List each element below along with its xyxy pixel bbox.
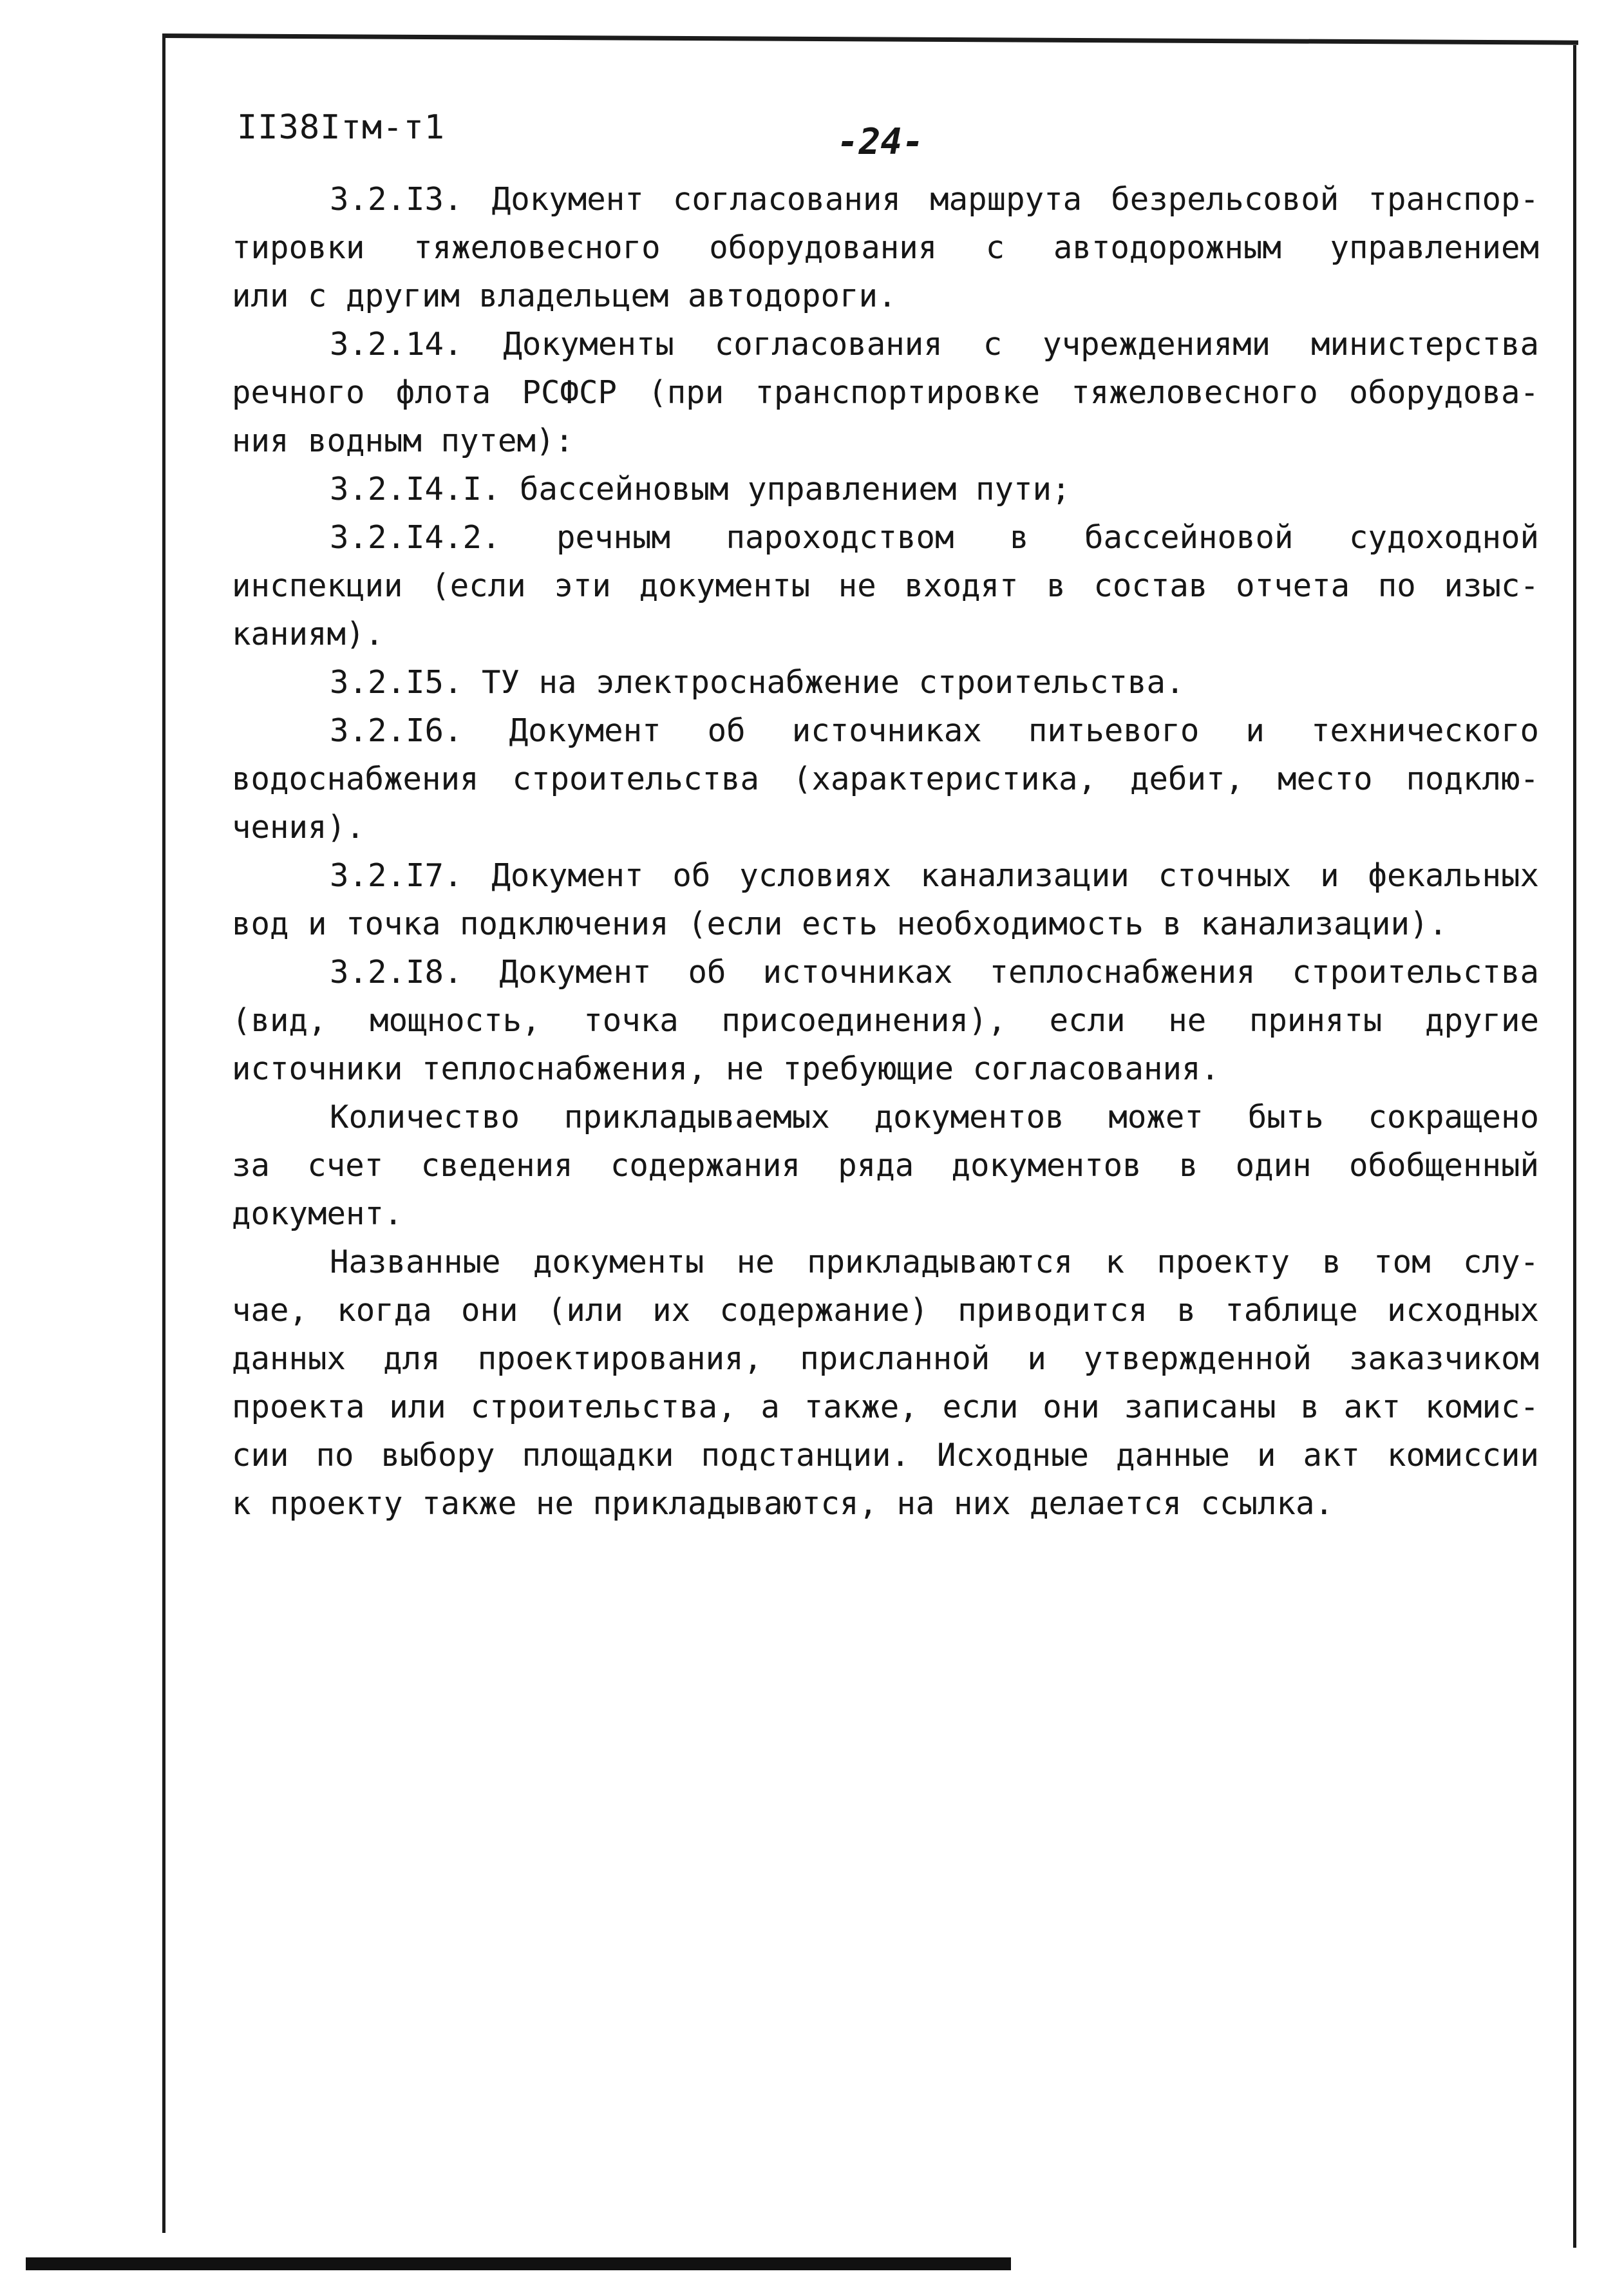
text-line-19: источники теплоснабжения, не требующие согласования. (232, 1050, 1220, 1087)
text-line-14: чения). (232, 809, 365, 846)
text-line-10: каниям). (232, 616, 384, 652)
text-line-12: 3.2.I6. Документ об источниках питьевого и технического (330, 712, 1539, 749)
text-line-22: документ. (232, 1195, 403, 1232)
page-number: -24- (837, 121, 924, 163)
text-line-28: к проекту также не прикладываются, на них делается ссылка. (232, 1485, 1334, 1522)
text-line-7: 3.2.I4.I. бассейновым управлением пути; (330, 471, 1071, 508)
text-line-1: 3.2.I3. Документ согласования маршрута безрельсовой транспор- (330, 181, 1539, 218)
text-line-6: ния водным путем): (232, 422, 574, 459)
text-line-25: данных для проектирования, присланной и утвержденной заказчиком (232, 1340, 1539, 1377)
body-text (232, 175, 1539, 1528)
document-code: II38Iтм-т1 (237, 108, 446, 147)
text-line-4: 3.2.14. Документы согласования с учреждениями министерства (330, 326, 1539, 363)
text-line-23: Названные документы не прикладываются к проекту в том слу- (330, 1244, 1539, 1280)
text-line-18: (вид, мощность, точка присоединения), если не приняты другие (232, 1002, 1539, 1039)
text-line-9: инспекции (если эти документы не входят в состав отчета по изыс- (232, 567, 1539, 604)
text-line-26: проекта или строительства, а также, если они записаны в акт комис- (232, 1389, 1539, 1425)
page-frame-left-line (162, 33, 165, 2233)
scan-bottom-bar (26, 2257, 1011, 2270)
text-line-24: чае, когда они (или их содержание) приводится в таблице исходных (232, 1292, 1539, 1329)
text-line-15: 3.2.I7. Документ об условиях канализации сточных и фекальных (330, 857, 1539, 894)
text-line-8: 3.2.I4.2. речным пароходством в бассейновой судоходной (330, 519, 1539, 556)
text-line-20: Количество прикладываемых документов может быть сокращено (330, 1099, 1539, 1135)
text-line-16: вод и точка подключения (если есть необходимость в канализации). (232, 906, 1448, 942)
text-line-11: 3.2.I5. ТУ на электроснабжение строительства. (330, 664, 1185, 701)
text-line-3: или с другим владельцем автодороги. (232, 278, 897, 314)
page-frame-top-line (164, 33, 1578, 45)
page-frame-right-line (1573, 45, 1576, 2248)
text-line-13: водоснабжения строительства (характеристика, дебит, место подклю- (232, 761, 1539, 797)
text-line-21: за счет сведения содержания ряда документов в один обобщенный (232, 1147, 1539, 1184)
text-line-2: тировки тяжеловесного оборудования с автодорожным управлением (232, 229, 1539, 266)
text-line-27: сии по выбору площадки подстанции. Исходные данные и акт комиссии (232, 1437, 1539, 1474)
text-line-5: речного флота РСФСР (при транспортировке тяжеловесного оборудова- (232, 374, 1539, 411)
text-line-17: 3.2.I8. Документ об источниках теплоснабжения строительства (330, 954, 1539, 991)
